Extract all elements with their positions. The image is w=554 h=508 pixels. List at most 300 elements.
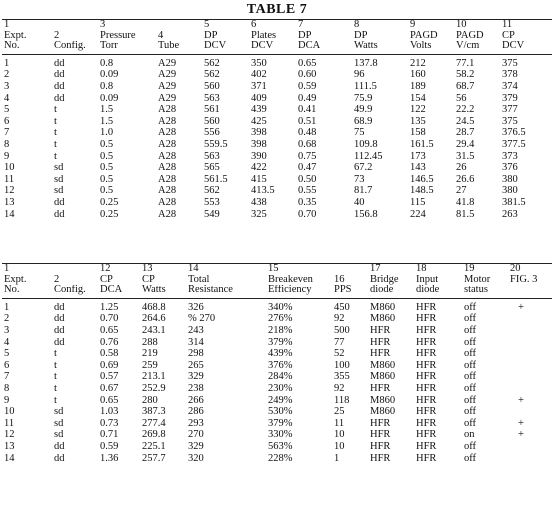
table-cell: 381.5 bbox=[502, 196, 526, 208]
table-cell: 562 bbox=[204, 69, 220, 81]
table-cell: off bbox=[464, 348, 477, 360]
table-cell: 252.9 bbox=[142, 382, 166, 394]
table-cell: 10 bbox=[4, 406, 15, 418]
table-cell: 556 bbox=[204, 127, 220, 139]
header-cell: No. bbox=[2, 285, 52, 298]
table-cell: 6 bbox=[4, 115, 10, 127]
header-cell: status bbox=[462, 285, 508, 298]
table-cell: 563% bbox=[268, 440, 293, 452]
table-cell: 0.69 bbox=[100, 359, 119, 371]
table-cell: HFR bbox=[416, 371, 437, 383]
table-row bbox=[2, 418, 552, 430]
table-cell: A28 bbox=[158, 162, 177, 174]
table-cell: 137.8 bbox=[354, 57, 378, 69]
table-cell: 10 bbox=[334, 429, 345, 441]
table-cell: 25 bbox=[334, 406, 345, 418]
table-cell: HFR bbox=[416, 406, 437, 418]
table-cell: 228% bbox=[268, 452, 293, 464]
table-cell: 56 bbox=[456, 92, 467, 104]
table-cell: 243.1 bbox=[142, 324, 166, 336]
table-cell: 0.60 bbox=[298, 69, 317, 81]
header-cell bbox=[332, 264, 368, 275]
table-cell: 422 bbox=[251, 162, 267, 174]
header-cell: DCA bbox=[98, 285, 140, 298]
table-cell: t bbox=[54, 104, 57, 116]
header-cell: DP bbox=[298, 30, 312, 41]
table-cell: A28 bbox=[158, 115, 177, 127]
header-cell: DCV bbox=[500, 41, 552, 54]
header-cell: Resistance bbox=[186, 285, 266, 298]
table-cell: off bbox=[464, 313, 477, 325]
table-cell: 75.9 bbox=[354, 92, 373, 104]
table-cell: 0.48 bbox=[298, 127, 317, 139]
table-cell: HFR bbox=[416, 440, 437, 452]
table-cell: 40 bbox=[354, 196, 365, 208]
table-row bbox=[2, 298, 552, 313]
table-cell: off bbox=[464, 452, 477, 464]
table-cell: 14 bbox=[4, 452, 15, 464]
table-cell: 438 bbox=[251, 196, 267, 208]
table-cell: M860 bbox=[370, 394, 396, 406]
table-cell: HFR bbox=[416, 417, 437, 429]
table-cell: dd bbox=[54, 301, 65, 313]
table-cell: sd bbox=[54, 417, 64, 429]
table-cell: HFR bbox=[416, 348, 437, 360]
table-row bbox=[2, 116, 552, 128]
table-cell: 213.1 bbox=[142, 371, 166, 383]
table-cell: 135 bbox=[410, 115, 426, 127]
table-cell: 371 bbox=[251, 80, 267, 92]
table-cell: 398 bbox=[251, 127, 267, 139]
table-cell: 92 bbox=[334, 382, 345, 394]
table-cell: sd bbox=[54, 429, 64, 441]
table-cell: HFR bbox=[370, 440, 391, 452]
table-cell: 0.8 bbox=[100, 80, 114, 92]
table-row bbox=[2, 337, 552, 349]
table-cell: 379% bbox=[268, 336, 293, 348]
table-cell: 230% bbox=[268, 382, 293, 394]
table-cell: 298 bbox=[188, 348, 204, 360]
table-cell: 26.6 bbox=[456, 173, 475, 185]
table-cell: 563 bbox=[204, 150, 220, 162]
table-cell: 379 bbox=[502, 92, 518, 104]
table-cell: 158 bbox=[410, 127, 426, 139]
table-cell: t bbox=[54, 115, 57, 127]
table-cell: 0.59 bbox=[100, 440, 119, 452]
table-cell: 218% bbox=[268, 324, 293, 336]
table-cell: 11 bbox=[4, 173, 15, 185]
table-row bbox=[2, 429, 552, 441]
table-cell: 1.5 bbox=[100, 115, 114, 127]
table-cell: dd bbox=[54, 336, 65, 348]
table-cell: 0.75 bbox=[298, 150, 317, 162]
table-cell: A29 bbox=[158, 69, 177, 81]
table-cell: 0.58 bbox=[100, 348, 119, 360]
header-cell: 11 bbox=[502, 20, 513, 30]
table-row bbox=[2, 151, 552, 163]
header-cell: V/cm bbox=[454, 41, 500, 54]
table-cell: 212 bbox=[410, 57, 426, 69]
fig3-mark-cell: + bbox=[518, 394, 524, 406]
table-cell: 154 bbox=[410, 92, 426, 104]
table-cell: A28 bbox=[158, 150, 177, 162]
header-cell: 2 bbox=[54, 274, 60, 285]
table-cell: A28 bbox=[158, 138, 177, 150]
table-cell: 265 bbox=[188, 359, 204, 371]
table-cell: t bbox=[54, 371, 57, 383]
table-cell: 219 bbox=[142, 348, 158, 360]
table-cell: 100 bbox=[334, 359, 350, 371]
header-cell: DCA bbox=[296, 41, 352, 54]
table-cell: 286 bbox=[188, 406, 204, 418]
table-cell: 10 bbox=[4, 162, 15, 174]
table-row bbox=[2, 162, 552, 174]
table-cell: 0.35 bbox=[298, 196, 317, 208]
table-cell: HFR bbox=[370, 452, 391, 464]
table-cell: M860 bbox=[370, 301, 396, 313]
header-cell: 12 bbox=[100, 264, 111, 274]
header-cell: 2 bbox=[54, 30, 60, 41]
table-row bbox=[2, 313, 552, 325]
table-cell: 7 bbox=[4, 371, 10, 383]
header-cell: CP bbox=[142, 274, 155, 285]
table-cell: 560 bbox=[204, 80, 220, 92]
table-cell: 293 bbox=[188, 417, 204, 429]
table-cell: dd bbox=[54, 452, 65, 464]
table-cell: 259 bbox=[142, 359, 158, 371]
header-cell: DP bbox=[204, 30, 218, 41]
table-cell: 9 bbox=[4, 150, 10, 162]
table-cell: dd bbox=[54, 196, 65, 208]
table-cell: 329 bbox=[188, 440, 204, 452]
table-cell: t bbox=[54, 348, 57, 360]
table-cell: 118 bbox=[334, 394, 350, 406]
header-cell: Input bbox=[416, 274, 439, 285]
table-cell: 380 bbox=[502, 173, 518, 185]
table-cell: 49.9 bbox=[354, 104, 373, 116]
table-cell: 0.73 bbox=[100, 417, 119, 429]
table-cell: 5 bbox=[4, 104, 10, 116]
table-cell: 243 bbox=[188, 324, 204, 336]
table-cell: HFR bbox=[416, 313, 437, 325]
table-cell: 111.5 bbox=[354, 80, 377, 92]
table-cell: 10 bbox=[334, 440, 345, 452]
table-cell: t bbox=[54, 394, 57, 406]
table-cell: t bbox=[54, 382, 57, 394]
table-cell: dd bbox=[54, 69, 65, 81]
table-cell: 161.5 bbox=[410, 138, 434, 150]
table-cell: 24.5 bbox=[456, 115, 475, 127]
table-cell: 0.57 bbox=[100, 371, 119, 383]
table-cell: sd bbox=[54, 173, 64, 185]
header-cell: DCV bbox=[249, 41, 296, 54]
table-cell: 0.5 bbox=[100, 138, 114, 150]
table-cell: 29.4 bbox=[456, 138, 475, 150]
table-cell: 500 bbox=[334, 324, 350, 336]
table-cell: 1 bbox=[4, 57, 10, 69]
table-cell: 377 bbox=[502, 104, 518, 116]
table-cell: 0.65 bbox=[100, 324, 119, 336]
fig3-mark-cell bbox=[508, 360, 552, 372]
table-cell: 115 bbox=[410, 196, 426, 208]
table-cell: 263 bbox=[502, 208, 518, 220]
table-cell: 52 bbox=[334, 348, 345, 360]
table-cell: 143 bbox=[410, 162, 426, 174]
table-cell: 390 bbox=[251, 150, 267, 162]
table-cell: off bbox=[464, 417, 477, 429]
header-cell: Efficiency bbox=[266, 285, 332, 298]
table-cell: 375 bbox=[502, 57, 518, 69]
table-cell: 9 bbox=[4, 394, 10, 406]
table-cell: 224 bbox=[410, 208, 426, 220]
table-cell: 67.2 bbox=[354, 162, 373, 174]
header-cell: 14 bbox=[188, 264, 199, 274]
table-cell: 257.7 bbox=[142, 452, 166, 464]
table-cell: 73 bbox=[354, 173, 365, 185]
table-cell: 0.47 bbox=[298, 162, 317, 174]
table-cell: off bbox=[464, 336, 477, 348]
header-cell bbox=[52, 264, 98, 275]
table-cell: off bbox=[464, 371, 477, 383]
table-cell: HFR bbox=[416, 336, 437, 348]
table-cell: 225.1 bbox=[142, 440, 166, 452]
fig3-mark-cell: + bbox=[518, 429, 524, 441]
header-cell bbox=[156, 20, 202, 31]
table-cell: 0.5 bbox=[100, 173, 114, 185]
table-cell: HFR bbox=[370, 336, 391, 348]
table-cell: 270 bbox=[188, 429, 204, 441]
table-cell: 320 bbox=[188, 452, 204, 464]
fig3-mark-cell bbox=[508, 337, 552, 349]
header-cell: Config. bbox=[52, 285, 98, 298]
table-cell: 376.5 bbox=[502, 127, 526, 139]
table-cell: 12 bbox=[4, 185, 15, 197]
table-cell: 77 bbox=[334, 336, 345, 348]
header-cell: Expt. bbox=[4, 274, 27, 285]
table-cell: off bbox=[464, 440, 477, 452]
table-cell: 276% bbox=[268, 313, 293, 325]
table-cell: 109.8 bbox=[354, 138, 378, 150]
table-cell: 31.5 bbox=[456, 150, 475, 162]
table-cell: 350 bbox=[251, 57, 267, 69]
table-cell: A28 bbox=[158, 173, 177, 185]
header-cell: 16 bbox=[334, 274, 345, 285]
table-cell: A28 bbox=[158, 196, 177, 208]
table-cell: 326 bbox=[188, 301, 204, 313]
table-cell: HFR bbox=[416, 429, 437, 441]
table-cell: t bbox=[54, 359, 57, 371]
header-cell: 5 bbox=[204, 20, 210, 30]
table-row bbox=[2, 348, 552, 360]
header-cell: Pressure bbox=[100, 30, 136, 41]
table-cell: HFR bbox=[370, 324, 391, 336]
table-cell: 439% bbox=[268, 348, 293, 360]
table-cell: M860 bbox=[370, 406, 396, 418]
fig3-mark-cell bbox=[508, 406, 552, 418]
table-cell: M860 bbox=[370, 313, 396, 325]
table-cell: A29 bbox=[158, 92, 177, 104]
header-cell: 17 bbox=[370, 264, 381, 274]
header-cell: CP bbox=[502, 30, 515, 41]
table-row bbox=[2, 383, 552, 395]
header-cell: DP bbox=[354, 30, 368, 41]
table-cell: HFR bbox=[416, 394, 437, 406]
table-row bbox=[2, 441, 552, 453]
table-cell: dd bbox=[54, 57, 65, 69]
table-cell: 58.2 bbox=[456, 69, 475, 81]
table-cell: 0.5 bbox=[100, 185, 114, 197]
table-cell: A29 bbox=[158, 80, 177, 92]
header-cell: 8 bbox=[354, 20, 360, 30]
table-cell: 559.5 bbox=[204, 138, 228, 150]
table-cell: 0.65 bbox=[298, 57, 317, 69]
table-cell: 160 bbox=[410, 69, 426, 81]
table-cell: 0.55 bbox=[298, 185, 317, 197]
table-cell: 92 bbox=[334, 313, 345, 325]
table-row bbox=[2, 453, 552, 465]
table-cell: 2 bbox=[4, 69, 10, 81]
header-cell: Total bbox=[188, 274, 210, 285]
fig3-mark-cell bbox=[508, 441, 552, 453]
table-cell: 0.25 bbox=[100, 196, 119, 208]
header-cell: Config. bbox=[52, 41, 98, 54]
table-row bbox=[2, 371, 552, 383]
table-cell: 402 bbox=[251, 69, 267, 81]
table-cell: 6 bbox=[4, 359, 10, 371]
fig3-mark-cell bbox=[508, 325, 552, 337]
header-cell: Plates bbox=[251, 30, 277, 41]
table-cell: t bbox=[54, 138, 57, 150]
table-cell: 4 bbox=[4, 336, 10, 348]
table-cell: 238 bbox=[188, 382, 204, 394]
table-cell: dd bbox=[54, 440, 65, 452]
table-cell: 1.5 bbox=[100, 104, 114, 116]
table-cell: 1 bbox=[334, 452, 340, 464]
table-cell: dd bbox=[54, 324, 65, 336]
table-row bbox=[2, 139, 552, 151]
table-cell: A29 bbox=[158, 57, 177, 69]
table-cell: 0.68 bbox=[298, 138, 317, 150]
table-cell: 0.8 bbox=[100, 57, 114, 69]
table-cell: 565 bbox=[204, 162, 220, 174]
table-cell: 378 bbox=[502, 69, 518, 81]
table-cell: 249% bbox=[268, 394, 293, 406]
table-cell: 450 bbox=[334, 301, 350, 313]
table-cell: 1.03 bbox=[100, 406, 119, 418]
header-cell: FIG. 3 bbox=[510, 274, 538, 285]
table-cell: 355 bbox=[334, 371, 350, 383]
table-cell: 8 bbox=[4, 382, 10, 394]
table-row bbox=[2, 360, 552, 372]
table-cell: off bbox=[464, 382, 477, 394]
table-cell: 329 bbox=[188, 371, 204, 383]
table-cell: t bbox=[54, 150, 57, 162]
table-cell: 553 bbox=[204, 196, 220, 208]
table-cell: 0.09 bbox=[100, 69, 119, 81]
table-cell: HFR bbox=[370, 382, 391, 394]
table-cell: A28 bbox=[158, 185, 177, 197]
table-cell: 413.5 bbox=[251, 185, 275, 197]
header-cell: 15 bbox=[268, 264, 279, 274]
fig3-mark-cell bbox=[508, 453, 552, 465]
fig3-mark-cell bbox=[508, 313, 552, 325]
table-row bbox=[2, 127, 552, 139]
table-cell: 2 bbox=[4, 313, 10, 325]
header-cell: Bridge bbox=[370, 274, 399, 285]
table-cell: 68.7 bbox=[456, 80, 475, 92]
table-cell: 8 bbox=[4, 138, 10, 150]
table-cell: 7 bbox=[4, 127, 10, 139]
table-row bbox=[2, 395, 552, 407]
table-row bbox=[2, 93, 552, 105]
header-cell: Motor bbox=[464, 274, 491, 285]
table-cell: 0.59 bbox=[298, 80, 317, 92]
table-cell: 562 bbox=[204, 185, 220, 197]
table-cell: 0.70 bbox=[298, 208, 317, 220]
table-cell: 41.8 bbox=[456, 196, 475, 208]
table-cell: % 270 bbox=[188, 313, 216, 325]
table-cell: 112.45 bbox=[354, 150, 383, 162]
table-cell: 1.0 bbox=[100, 127, 114, 139]
table-cell: on bbox=[464, 429, 475, 441]
table-cell: 398 bbox=[251, 138, 267, 150]
header-cell: Tube bbox=[156, 41, 202, 54]
header-row bbox=[2, 264, 552, 275]
table-cell: 561 bbox=[204, 104, 220, 116]
table-cell: 81.5 bbox=[456, 208, 475, 220]
table-cell: 156.8 bbox=[354, 208, 378, 220]
header-cell: 4 bbox=[158, 30, 164, 41]
table-cell: 288 bbox=[142, 336, 158, 348]
table-cell: HFR bbox=[416, 301, 437, 313]
header-cell: DCV bbox=[202, 41, 249, 54]
table-cell: 377.5 bbox=[502, 138, 526, 150]
header-cell: 9 bbox=[410, 20, 416, 30]
table-cell: 425 bbox=[251, 115, 267, 127]
table-cell: HFR bbox=[416, 359, 437, 371]
header-row bbox=[2, 285, 552, 298]
table-cell: 340% bbox=[268, 301, 293, 313]
table-cell: 264.6 bbox=[142, 313, 166, 325]
table-cell: 374 bbox=[502, 80, 518, 92]
header-cell: CP bbox=[100, 274, 113, 285]
table-row bbox=[2, 325, 552, 337]
table-cell: 75 bbox=[354, 127, 365, 139]
header-row bbox=[2, 275, 552, 286]
table-cell: 1 bbox=[4, 301, 10, 313]
table-cell: 1.36 bbox=[100, 452, 119, 464]
table-cell: M860 bbox=[370, 359, 396, 371]
table-cell: 409 bbox=[251, 92, 267, 104]
table-cell: 0.09 bbox=[100, 92, 119, 104]
table-cell: 379% bbox=[268, 417, 293, 429]
header-cell: PAGD bbox=[456, 30, 484, 41]
header-cell: 19 bbox=[464, 264, 475, 274]
header-cell bbox=[508, 285, 552, 298]
table-cell: 380 bbox=[502, 185, 518, 197]
header-cell: 18 bbox=[416, 264, 427, 274]
header-cell bbox=[52, 20, 98, 31]
table-cell: 0.51 bbox=[298, 115, 317, 127]
table-cell: M860 bbox=[370, 371, 396, 383]
table-cell: 375 bbox=[502, 115, 518, 127]
table-cell: off bbox=[464, 406, 477, 418]
table-cell: 28.7 bbox=[456, 127, 475, 139]
table-row bbox=[2, 69, 552, 81]
table-cell: 4 bbox=[4, 92, 10, 104]
table-cell: 13 bbox=[4, 440, 15, 452]
header-row bbox=[2, 31, 552, 42]
